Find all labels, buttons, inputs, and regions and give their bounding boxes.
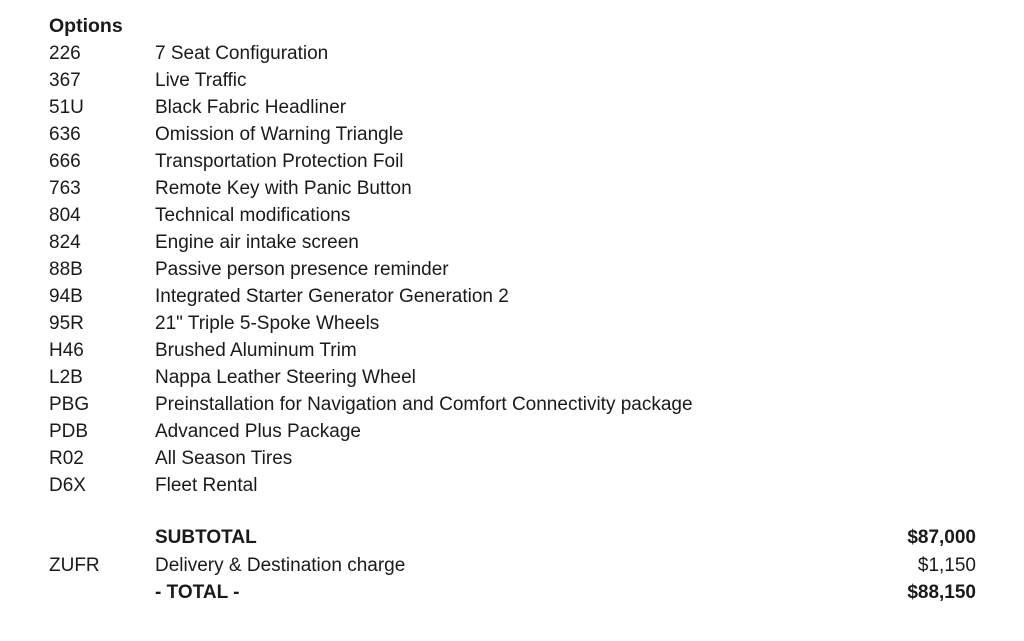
option-description: Live Traffic <box>155 70 247 91</box>
option-code: 51U <box>49 97 84 118</box>
delivery-row <box>0 552 1024 580</box>
option-row <box>0 121 1024 148</box>
subtotal-amount: $87,000 <box>907 527 976 548</box>
option-code: PDB <box>49 421 89 442</box>
delivery-label: Delivery & Destination charge <box>155 554 406 576</box>
option-description: Nappa Leather Steering Wheel <box>155 367 416 388</box>
option-description: Engine air intake screen <box>155 232 359 253</box>
option-description: 21" Triple 5-Spoke Wheels <box>155 313 380 334</box>
option-description: Preinstallation for Navigation and Comfort Connectivity package <box>155 394 693 415</box>
option-row <box>0 445 1024 472</box>
option-code: 88B <box>49 259 83 280</box>
option-row <box>0 94 1024 121</box>
option-description: Brushed Aluminum Trim <box>155 340 357 361</box>
option-code: 804 <box>49 205 81 226</box>
price-summary <box>0 524 1024 607</box>
option-description: Transportation Protection Foil <box>155 151 404 172</box>
option-description: 7 Seat Configuration <box>155 43 329 64</box>
option-row <box>0 391 1024 418</box>
option-code: 94B <box>49 286 83 307</box>
option-description: All Season Tires <box>155 448 293 469</box>
option-code: 636 <box>49 124 81 145</box>
option-code: R02 <box>49 448 84 469</box>
option-row <box>0 148 1024 175</box>
total-row <box>0 579 1024 607</box>
option-code: PBG <box>49 394 90 415</box>
option-description: Omission of Warning Triangle <box>155 124 404 145</box>
option-row <box>0 256 1024 283</box>
options-list <box>0 40 1024 499</box>
option-row <box>0 364 1024 391</box>
option-code: 666 <box>49 151 81 172</box>
option-row <box>0 67 1024 94</box>
total-label: - TOTAL - <box>155 582 240 603</box>
option-description: Black Fabric Headliner <box>155 97 347 118</box>
option-code: 226 <box>49 43 81 64</box>
option-row <box>0 229 1024 256</box>
option-code: L2B <box>49 367 83 388</box>
option-description: Advanced Plus Package <box>155 421 361 442</box>
option-description: Fleet Rental <box>155 475 258 496</box>
option-row <box>0 337 1024 364</box>
option-row <box>0 40 1024 67</box>
option-row <box>0 418 1024 445</box>
options-heading: Options <box>49 15 123 37</box>
subtotal-row <box>0 524 1024 552</box>
option-code: 763 <box>49 178 81 199</box>
option-row <box>0 175 1024 202</box>
option-description: Remote Key with Panic Button <box>155 178 412 199</box>
subtotal-label: SUBTOTAL <box>155 527 257 548</box>
option-row <box>0 202 1024 229</box>
option-row <box>0 310 1024 337</box>
option-description: Passive person presence reminder <box>155 259 449 280</box>
option-row <box>0 283 1024 310</box>
option-code: H46 <box>49 340 84 361</box>
delivery-amount: $1,150 <box>917 554 976 576</box>
option-row <box>0 472 1024 499</box>
total-amount: $88,150 <box>907 582 976 603</box>
option-code: 824 <box>49 232 81 253</box>
option-code: D6X <box>49 475 86 496</box>
delivery-code: ZUFR <box>49 554 100 576</box>
option-code: 95R <box>49 313 84 334</box>
option-description: Integrated Starter Generator Generation 2 <box>155 286 509 307</box>
option-code: 367 <box>49 70 81 91</box>
option-description: Technical modifications <box>155 205 351 226</box>
